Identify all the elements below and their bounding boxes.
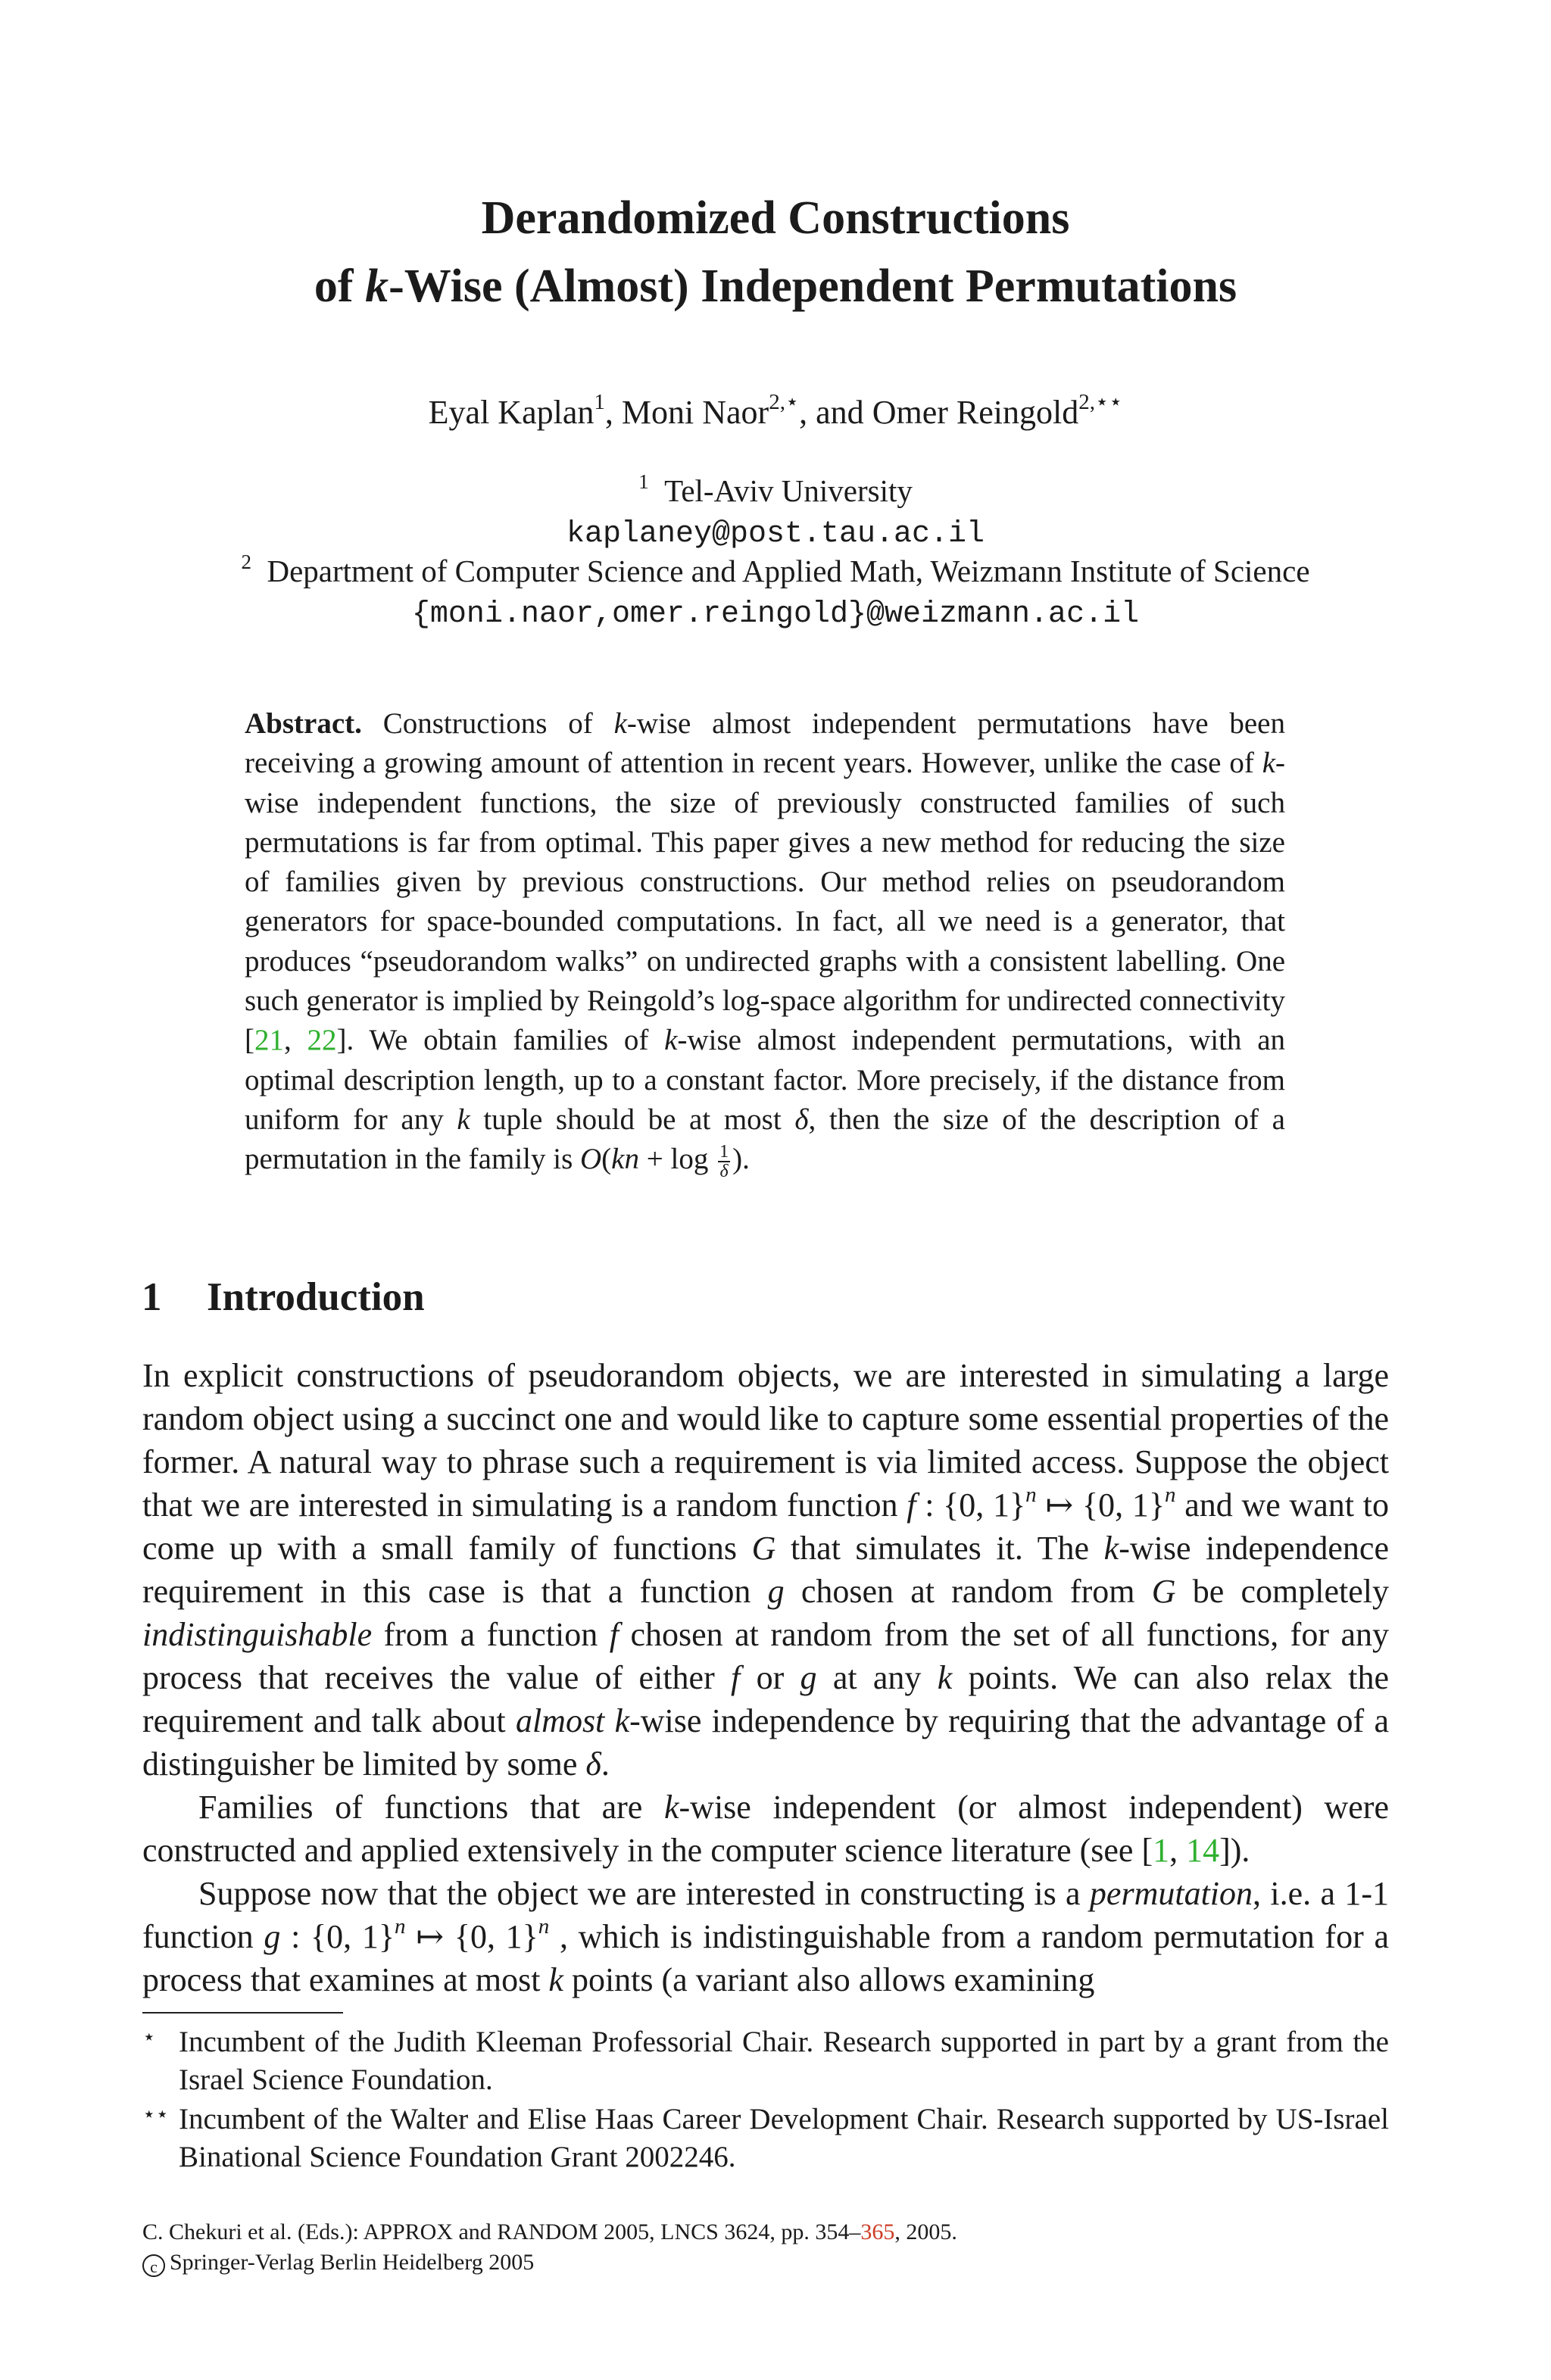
bottom-line2: Springer-Verlag Berlin Heidelberg 2005 bbox=[170, 2250, 535, 2275]
intro-p3-a: Suppose now that the object we are interested in constructing is a bbox=[198, 1875, 1090, 1912]
abstract-k: k bbox=[1262, 747, 1275, 780]
intro-p1-b: and we want to come up with a small family of functions bbox=[142, 1486, 1389, 1567]
abstract-t8: ( bbox=[601, 1143, 612, 1176]
footnotes-fn2: Incumbent of the Walter and Elise Haas Career Development Chair. Research supported by US-Israel Binational Science Foundation Grant 2002246. bbox=[179, 2103, 1389, 2173]
intro-p1-k: points. We can also relax the requirement and talk about bbox=[142, 1659, 1390, 1739]
abstract-t1: Constructions of bbox=[361, 707, 614, 740]
intro-mapsto: ↦ {0, 1} bbox=[405, 1918, 538, 1955]
affiliation-2 bbox=[0, 551, 1551, 591]
author-naor: Moni Naor bbox=[621, 394, 769, 431]
affiliations-email1: kaplaney@post.tau.ac.il bbox=[566, 517, 985, 551]
intro-period: . bbox=[601, 1745, 610, 1783]
intro-paragraph-1 bbox=[142, 1354, 1389, 1786]
abstract-frac-num: 1 bbox=[719, 1142, 729, 1162]
title-line1: Derandomized Constructions bbox=[481, 192, 1070, 244]
footnote-1 bbox=[142, 2023, 1389, 2099]
intro-p2-a: Families of functions that are bbox=[198, 1789, 664, 1826]
intro-perm: permutation bbox=[1089, 1875, 1253, 1912]
intro-n: n bbox=[538, 1914, 550, 1939]
abstract-comma: , bbox=[284, 1024, 307, 1057]
affiliations-aff1: Tel-Aviv University bbox=[664, 473, 913, 508]
intro-f: f bbox=[907, 1486, 916, 1524]
abstract-delta: δ bbox=[719, 1162, 729, 1182]
affiliation-1-email bbox=[0, 511, 1551, 554]
footnote-2-mark: ⋆⋆ bbox=[142, 2103, 170, 2126]
intro-p3-d: points (a variant also allows examining bbox=[563, 1961, 1095, 1998]
intro-p1-d: -wise independence requirement in this case is that a function bbox=[142, 1530, 1389, 1610]
intro-n: n bbox=[1164, 1483, 1176, 1508]
section-heading-introduction bbox=[142, 1271, 425, 1324]
intro-delta: δ bbox=[585, 1745, 601, 1783]
paper-title-line-2 bbox=[0, 252, 1551, 320]
abstract bbox=[245, 704, 1285, 1181]
intro-paragraph-2: Families of functions that are k-wise independent (or almost independent) were constructed and applied extensively in the computer science literature (see [1, 14]). bbox=[142, 1789, 1389, 1869]
title-line2-k: k bbox=[365, 260, 389, 312]
intro-mapsto: ↦ {0, 1} bbox=[1036, 1486, 1165, 1524]
introduction-body bbox=[142, 1354, 1389, 2001]
section-title: Introduction bbox=[207, 1275, 425, 1319]
abstract-t3: -wise independent functions, the size of previously constructed families of such permutations is far from optimal. This paper gives a new method for reducing the size of families given by previous constructions. Our method relies on pseudorandom generators for space-bounded computations. In fact, all we need is a generator, that produces “pseudorandom walks” on undirected graphs with a consistent labelling. One such generator is implied by Reingold’s log-space algorithm for undirected connectivity [ bbox=[245, 747, 1285, 1057]
intro-p1-g: from a function bbox=[372, 1616, 610, 1653]
authors-sep2: , and bbox=[799, 394, 872, 431]
abstract-k: k bbox=[457, 1103, 470, 1136]
abstract-kn: kn bbox=[611, 1143, 639, 1176]
bottom-line1-b: , 2005. bbox=[894, 2219, 957, 2244]
intro-k: k bbox=[614, 1702, 630, 1739]
intro-p1-l: -wise independence by requiring that the advantage of a distinguisher be limited by some bbox=[142, 1702, 1390, 1783]
authors-sep1: , bbox=[604, 394, 622, 431]
citation-21[interactable]: 21 bbox=[254, 1024, 284, 1057]
footnotes-fn1: Incumbent of the Judith Kleeman Professorial Chair. Research supported in part by a grant from the Israel Science Foundation. bbox=[179, 2026, 1389, 2096]
abstract-t2: -wise almost independent permutations have been receiving a growing amount of attention in recent years. However, unlike the case of bbox=[245, 707, 1285, 780]
intro-p2-c: ]). bbox=[1219, 1832, 1250, 1869]
abstract-t9: + log bbox=[638, 1143, 716, 1176]
intro-map-expr: : {0, 1} bbox=[280, 1918, 395, 1955]
intro-p1-f: be completely bbox=[1175, 1573, 1390, 1610]
fraction-one-over-delta bbox=[718, 1143, 730, 1181]
authors-a2-sup: 2,⋆ bbox=[769, 390, 800, 415]
affiliation-1 bbox=[0, 471, 1551, 511]
intro-p1-h: chosen at random from the set of all functions, for any process that receives the value of either bbox=[142, 1616, 1389, 1696]
intro-indist: indistinguishable bbox=[142, 1616, 373, 1653]
copyright-line bbox=[142, 2247, 534, 2278]
authors-a1-sup: 1 bbox=[594, 390, 605, 415]
abstract-k: k bbox=[613, 707, 627, 740]
intro-p1-j: at any bbox=[816, 1659, 938, 1696]
intro-k: k bbox=[548, 1961, 563, 1998]
publication-info bbox=[142, 2217, 957, 2247]
intro-p1-c: that simulates it. The bbox=[776, 1530, 1104, 1567]
citation-14[interactable]: 14 bbox=[1186, 1832, 1220, 1869]
intro-k: k bbox=[937, 1659, 953, 1696]
intro-f: f bbox=[731, 1659, 741, 1696]
intro-k: k bbox=[1103, 1530, 1119, 1567]
paper-title-line-1 bbox=[0, 184, 1551, 252]
intro-p1-a: In explicit constructions of pseudorandom objects, we are interested in simulating a large random object using a succinct one and would like to capture some essential properties of the former. A natural way to phrase such a requirement is via limited access. Suppose the object that we are interested in simulating is a random function bbox=[142, 1357, 1389, 1524]
citation-1[interactable]: 1 bbox=[1153, 1832, 1170, 1869]
intro-k: k bbox=[663, 1789, 679, 1826]
author-reingold: Omer Reingold bbox=[872, 394, 1079, 431]
title-line2-post: -Wise (Almost) Independent Permutations bbox=[389, 260, 1237, 312]
footnote-2 bbox=[142, 2101, 1389, 2176]
intro-map-expr: : {0, 1} bbox=[916, 1486, 1026, 1524]
intro-p2-b: -wise independent (or almost independent) were constructed and applied extensively in the computer science literature (see [ bbox=[142, 1789, 1389, 1869]
affiliations-aff2-sup: 2 bbox=[241, 550, 251, 573]
intro-g: g bbox=[767, 1573, 785, 1610]
footnote-1-mark: ⋆ bbox=[142, 2026, 156, 2049]
title-line2-pre: of bbox=[314, 260, 366, 312]
abstract-t6: tuple should be at most bbox=[470, 1103, 795, 1136]
citation-22[interactable]: 22 bbox=[307, 1024, 337, 1057]
intro-g: g bbox=[800, 1659, 817, 1696]
authors-a3-sup: 2,⋆⋆ bbox=[1078, 390, 1123, 415]
intro-n: n bbox=[395, 1914, 406, 1939]
intro-p3-b: , i.e. a 1-1 function bbox=[142, 1875, 1389, 1955]
intro-p1-e: chosen at random from bbox=[784, 1573, 1152, 1610]
intro-p3-c: , which is indistinguishable from a random permutation for a process that examines at most bbox=[142, 1918, 1389, 1998]
intro-g: g bbox=[264, 1918, 281, 1955]
abstract-t10: ). bbox=[732, 1143, 750, 1176]
abstract-label: Abstract. bbox=[245, 707, 362, 740]
section-num: 1 bbox=[142, 1275, 162, 1319]
abstract-t4: ]. We obtain families of bbox=[336, 1024, 665, 1057]
copyright-icon: c bbox=[142, 2254, 165, 2277]
intro-almost: almost bbox=[515, 1702, 605, 1739]
intro-paragraph-3 bbox=[142, 1872, 1389, 2001]
abstract-bigO: O bbox=[580, 1143, 602, 1176]
intro-p1-i: or bbox=[740, 1659, 800, 1696]
intro-G: G bbox=[1151, 1573, 1176, 1610]
page-range-end-link[interactable]: 365 bbox=[860, 2219, 895, 2244]
footnote-separator bbox=[142, 2012, 343, 2013]
affiliations-aff1-sup: 1 bbox=[638, 469, 649, 493]
author-kaplan: Eyal Kaplan bbox=[428, 394, 594, 431]
intro-f: f bbox=[609, 1616, 619, 1653]
abstract-t5: -wise almost independent permutations, with an optimal description length, up to a constant factor. More precisely, if the distance from uniform for any bbox=[245, 1024, 1286, 1136]
affiliations-email2: {moni.naor,omer.reingold}@weizmann.ac.il bbox=[411, 597, 1140, 632]
abstract-t7: , then the size of the description of a permutation in the family is bbox=[245, 1103, 1285, 1176]
intro-n: n bbox=[1025, 1483, 1037, 1508]
abstract-delta: δ bbox=[794, 1103, 809, 1136]
affiliation-2-email bbox=[0, 591, 1551, 635]
author-list bbox=[0, 390, 1551, 435]
affiliations-aff2: Department of Computer Science and Applied Math, Weizmann Institute of Science bbox=[267, 554, 1310, 588]
abstract-k: k bbox=[664, 1024, 678, 1057]
bottom-line1-a: C. Chekuri et al. (Eds.): APPROX and RANDOM 2005, LNCS 3624, pp. 354– bbox=[142, 2219, 861, 2244]
intro-G: G bbox=[751, 1530, 776, 1567]
